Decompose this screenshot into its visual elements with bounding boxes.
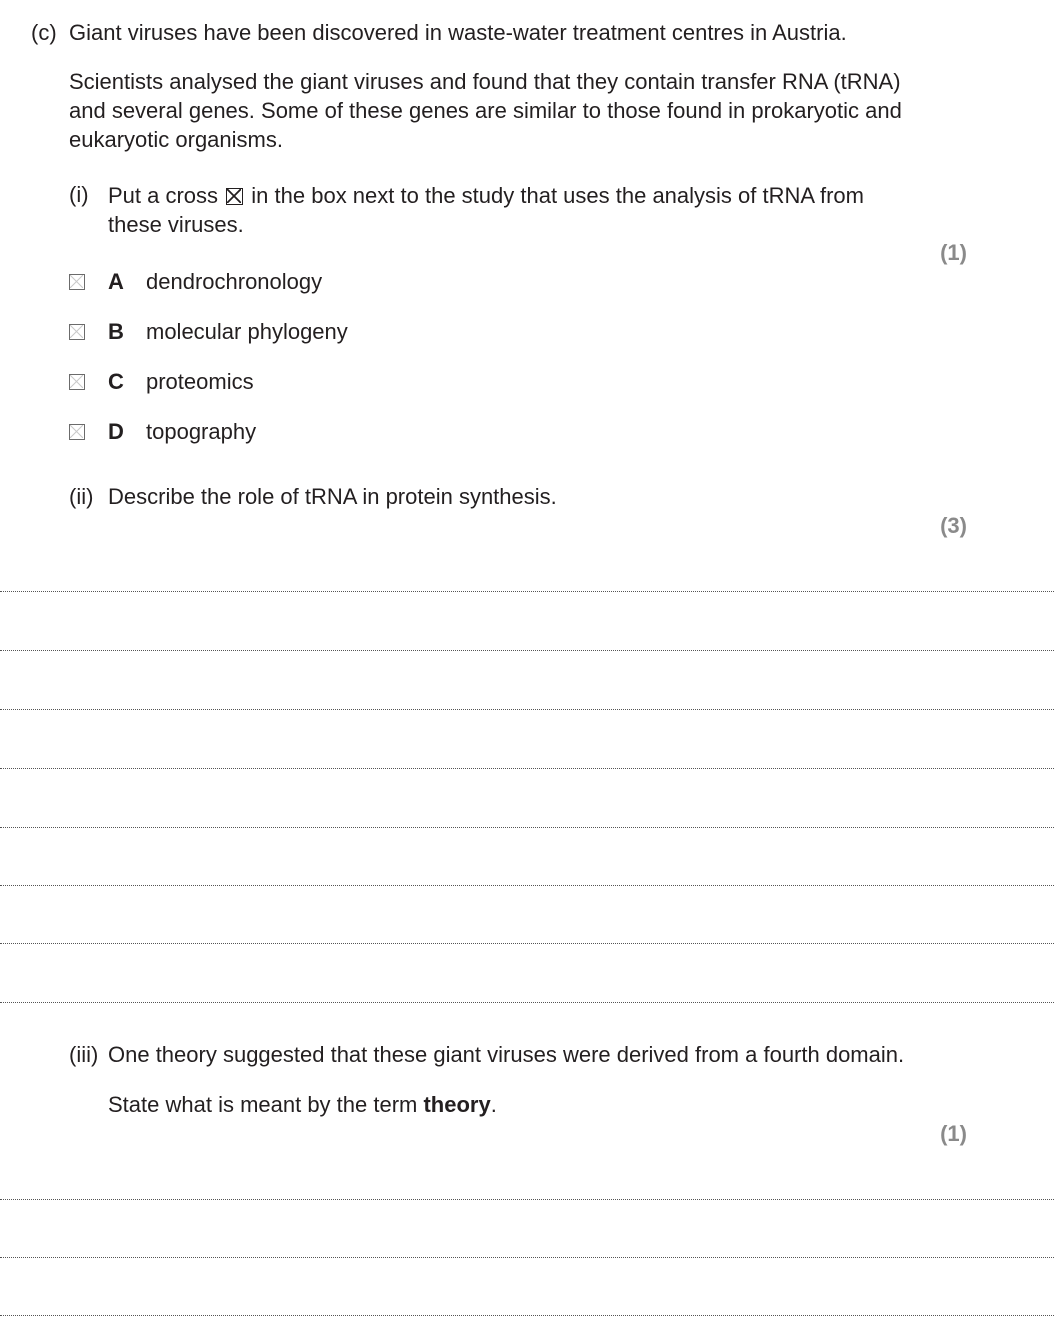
option-letter: B [108,319,124,344]
q-i-text-line2: these viruses. [108,212,244,237]
option-letter: A [108,269,124,294]
q-i-text-before: Put a cross [108,183,219,208]
option-text: dendrochronology [146,269,323,294]
q-i-text-after: in the box next to the study that uses the analysis of tRNA from [251,183,864,208]
q-ii-text: Describe the role of tRNA in protein synthesis. [108,484,557,509]
answer-line[interactable] [0,650,1054,651]
answer-line[interactable] [0,591,1054,592]
option-text: topography [146,419,257,444]
option-letter: D [108,419,124,444]
checkbox-icon[interactable] [69,274,85,290]
q-i-label: (i) [69,182,89,207]
answer-line[interactable] [0,1257,1054,1258]
option-letter: C [108,369,124,394]
q-iii-marks: (1) [940,1121,967,1146]
answer-line[interactable] [0,1199,1054,1200]
answer-line[interactable] [0,827,1054,828]
checkbox-icon[interactable] [69,324,85,340]
part-c-label: (c) [31,20,57,45]
q-i-text [108,181,864,239]
answer-line[interactable] [0,1002,1054,1003]
q-ii-marks: (3) [940,513,967,538]
q-iii-label: (iii) [69,1042,99,1067]
option-text: molecular phylogeny [146,319,348,344]
answer-line[interactable] [0,709,1054,710]
q-iii-prompt [108,1092,497,1118]
checkbox-icon[interactable] [69,374,85,390]
answer-line[interactable] [0,885,1054,886]
context-paragraph [69,67,902,154]
context-line: eukaryotic organisms. [69,127,283,152]
q-ii-label: (ii) [69,484,94,509]
part-c-intro: Giant viruses have been discovered in waste-water treatment centres in Austria. [69,20,847,45]
option-text: proteomics [146,369,254,394]
context-line: and several genes. Some of these genes are similar to those found in prokaryotic and [69,98,902,123]
answer-line[interactable] [0,943,1054,944]
answer-line[interactable] [0,1315,1054,1316]
q-iii-prompt-bold: theory [423,1092,491,1117]
q-iii-prompt-after: . [490,1092,497,1117]
q-iii-prompt-before: State what is meant by the term [108,1092,424,1117]
cross-box-icon [226,188,243,205]
q-iii-text: One theory suggested that these giant viruses were derived from a fourth domain. [108,1042,905,1067]
answer-line[interactable] [0,768,1054,769]
context-line: Scientists analysed the giant viruses and found that they contain transfer RNA (tRNA) [69,69,901,94]
checkbox-icon[interactable] [69,424,85,440]
q-i-marks: (1) [940,240,967,265]
